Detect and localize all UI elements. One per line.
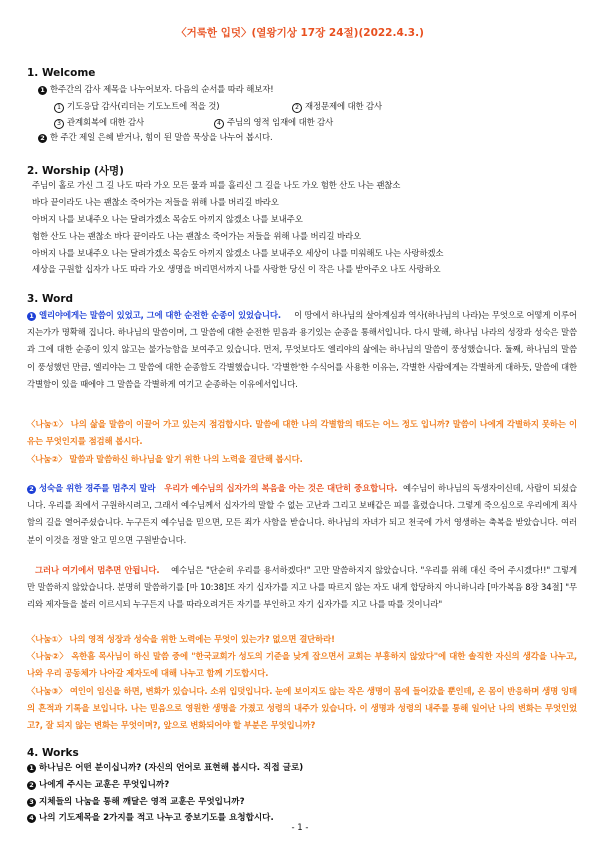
number-2-icon: 2 <box>38 134 47 143</box>
works-item-4 <box>27 811 274 823</box>
share-3: 〈나눔①〉 나의 영적 성장과 성숙을 위한 노력에는 무엇이 있는가? 없으면 결단하라! <box>27 634 335 644</box>
word-paragraph-2 <box>27 480 577 549</box>
number-2-icon: 2 <box>27 781 36 790</box>
worship-line: 주님이 홀로 가신 그 길 나도 따라 가오 모든 물과 피를 흘리신 그 길을 나도 가오 험한 산도 나는 괜찮소 <box>32 180 401 190</box>
works-item-1-text: 하나님은 어떤 분이십니까? (자신의 언어로 표현해 봅시다. 직접 글로) <box>39 763 304 773</box>
welcome-sub-2 <box>292 100 382 113</box>
welcome-sub-3 <box>54 116 144 129</box>
number-1-icon: 1 <box>27 764 36 773</box>
share-1: 〈나눔①〉 나의 삶을 말씀이 이끌어 가고 있는지 점검합시다. 말씀에 대한 나의 각별함의 태도는 어느 정도 입니까? 말씀이 나에게 각별하지 못하는 이유는 무엇인지를 점검해 봅시다. <box>27 419 577 447</box>
circled-4-icon: 4 <box>214 119 224 129</box>
welcome-sub-3-text: 관계회복에 대한 감사 <box>67 117 145 127</box>
works-item-1 <box>27 761 303 773</box>
word-paragraph-3 <box>27 562 577 614</box>
works-item-4-text: 나의 기도제목을 2가지를 적고 나누고 중보기도를 요청합시다. <box>39 813 274 823</box>
worship-heading: 2. Worship (사명) <box>27 165 124 177</box>
word-paragraph-1-lead-text: 엘리야에게는 말씀이 있었고, 그에 대한 순전한 순종이 있었습니다. <box>39 310 281 320</box>
welcome-heading: 1. Welcome <box>27 67 96 79</box>
share-4: 〈나눔②〉 옥한흠 목사님이 하신 말씀 중에 "한국교회가 성도의 기준을 낮게 잡으면서 교회는 부흥하지 않았다"에 대한 솔직한 자신의 생각을 나누고, 나와 우리 공동체가 나아갈 제자도에 대해 나누고 함께 기도합시다. <box>27 651 577 679</box>
welcome-item-2 <box>38 131 273 144</box>
circled-1-icon: 1 <box>54 103 64 113</box>
word-paragraph-1-body: 이 땅에서 하나님의 살아계심과 역사(하나님의 나라)는 무엇으로 어떻게 이루어지는가가 명확해 집니다. 하나님의 말씀이며, 그 말씀에 대한 순전한 믿음과 용기있는 순종을 통해서입니다. 다시 말해, 하나님 나라의 성장과 성숙은 말씀과 그에 대한 순종이 있지 않고는 불가능함을 보여주고 있습니다. 먼저, 무엇보다도 엘리야의 삶에는 하나님의 말씀이 풍성했습니다. 둘째, 하나님의 말씀이 풍성했던 만큼, 엘리야는 그 말씀에 대한 순종함도 각별했습니다. '각별한'한 수식어를 사용한 이유는, 각별한 사람에게는 각별하게 대하듯, 말씀에 대한 각별함이 있을 때에야 그 말씀을 각별하게 여기고 순종하는 이유에서입니다. <box>27 310 577 389</box>
share-5: 〈나눔③〉 여인이 임신을 하면, 변화가 있습니다. 소위 입덧입니다. 눈에 보이지도 않는 작은 생명이 몸에 들어갔을 뿐인데, 온 몸이 반응하며 생명 잉태의 흔적과 기록을 보입니다. 나는 믿음으로 영원한 생명을 가졌고 성령의 내주가 있습니다. 이 생명과 성령의 내주를 통해 일어난 나의 변화는 무엇인었고?, 잘 되지 않는 변화는 무엇이며?, 앞으로 변화되어야 할 부분은 무엇입니까? <box>27 686 577 731</box>
word-paragraph-1-lead <box>27 310 281 320</box>
circled-2-icon: 2 <box>292 103 302 113</box>
page-title: 〈거룩한 입덧〉(열왕기상 17장 24절)(2022.4.3.) <box>176 27 424 39</box>
number-4-icon: 4 <box>27 814 36 823</box>
welcome-sub-2-text: 재정문제에 대한 감사 <box>305 101 383 111</box>
works-heading: 4. Works <box>27 747 79 759</box>
number-3-icon: 3 <box>27 798 36 807</box>
welcome-sub-4-text: 주님의 영적 임재에 대한 감사 <box>227 117 334 127</box>
word-paragraph-2-lead-text: 성숙을 위한 경주를 멈추지 말라 <box>39 483 156 493</box>
works-item-3 <box>27 795 245 807</box>
word-heading: 3. Word <box>27 293 74 305</box>
word-paragraph-2-lead <box>27 483 156 493</box>
circled-3-icon: 3 <box>54 119 64 129</box>
word-paragraph-2-body: 예수님이 하나님의 독생자이신데, 사람이 되셨습니다. 우리를 죄에서 구원하시려고, 그래서 예수님께서 십자가의 말할 수 없는 고난과 그리고 보배같은 피를 흘렸습니다. 그렇게 죽으심으로 우리에게 죄사함의 길을 열어주셨습니다. 누구든지 예수님을 믿으면, 모든 죄가 사함을 받습니다. 하나님의 자녀가 되고 천국에 가서 영생하는 축복을 받았습니다. 여러분이 이것을 정말 알고 믿으면 구원받습니다. <box>27 483 577 545</box>
works-item-2-text: 나에게 주시는 교훈은 무엇입니까? <box>39 780 170 790</box>
word-paragraph-2-emphasis: 우리가 예수님의 십자가의 복음을 아는 것은 대단히 중요합니다. <box>164 483 398 493</box>
worship-line: 바다 끝이라도 나는 괜찮소 죽어가는 저들을 위해 나를 버리길 바라오 <box>32 197 279 207</box>
share-2: 〈나눔②〉 말씀과 말씀하신 하나님을 알기 위한 나의 노력을 결단해 봅시다. <box>27 454 303 464</box>
welcome-sub-4 <box>214 116 333 129</box>
welcome-sub-1-text: 기도응답 감사(리더는 기도노트에 적을 것) <box>67 101 220 111</box>
welcome-sub-1 <box>54 100 219 113</box>
number-1-icon: 1 <box>27 312 36 321</box>
worship-line: 아버지 나를 보내주오 나는 달려가겠소 목숨도 아끼지 않겠소 나를 보내주오 세상이 나를 미워해도 나는 사랑하겠소 <box>32 248 444 258</box>
welcome-item-1-text: 한주간의 감사 제목을 나누어보자. 다음의 순서를 따라 해보자! <box>50 84 274 94</box>
page-number: - 1 - <box>291 823 309 833</box>
worship-line: 세상을 구원할 십자가 나도 따라 가오 생명을 버리면서까지 나를 사랑한 당신 이 작은 나를 받아주오 나도 사랑하오 <box>32 264 441 274</box>
works-item-3-text: 지체들의 나눔을 통해 깨달은 영적 교훈은 무엇입니까? <box>39 797 245 807</box>
welcome-item-1 <box>38 83 274 96</box>
number-1-icon: 1 <box>38 86 47 95</box>
worship-line: 아버지 나를 보내주오 나는 달려가겠소 목숨도 아끼지 않겠소 나를 보내주오 <box>32 214 303 224</box>
word-paragraph-1 <box>27 307 577 393</box>
word-paragraph-3-emphasis: 그러나 여기에서 멈추면 안됩니다. <box>35 565 160 575</box>
works-item-2 <box>27 778 169 790</box>
welcome-item-2-text: 한 주간 제일 은혜 받거나, 힘이 된 말씀 묵상을 나누어 봅시다. <box>50 132 273 142</box>
word-paragraph-3-body: 예수님은 "단순히 우리를 용서하겠다!" 고만 말씀하지지 않았습니다. "우리를 위해 대신 죽어 주시겠다!!" 그렇게만 말씀하지 않았습니다. 분명히 말씀하기를 [마 10:38]또 자기 십자가를 지고 나를 따르지 않는 자도 내게 합당하지 아니하니라 [마가복음 8장 34절] "무리와 제자들을 불러 이르시되 누구든지 나를 따라오려거든 자기를 부인하고 자기 십자가를 지고 나를 따를 것이니라" <box>27 565 577 610</box>
worship-line: 험한 산도 나는 괜찮소 바다 끝이라도 나는 괜찮소 죽어가는 저들을 위해 나를 버리길 바라오 <box>32 231 361 241</box>
number-2-icon: 2 <box>27 485 36 494</box>
